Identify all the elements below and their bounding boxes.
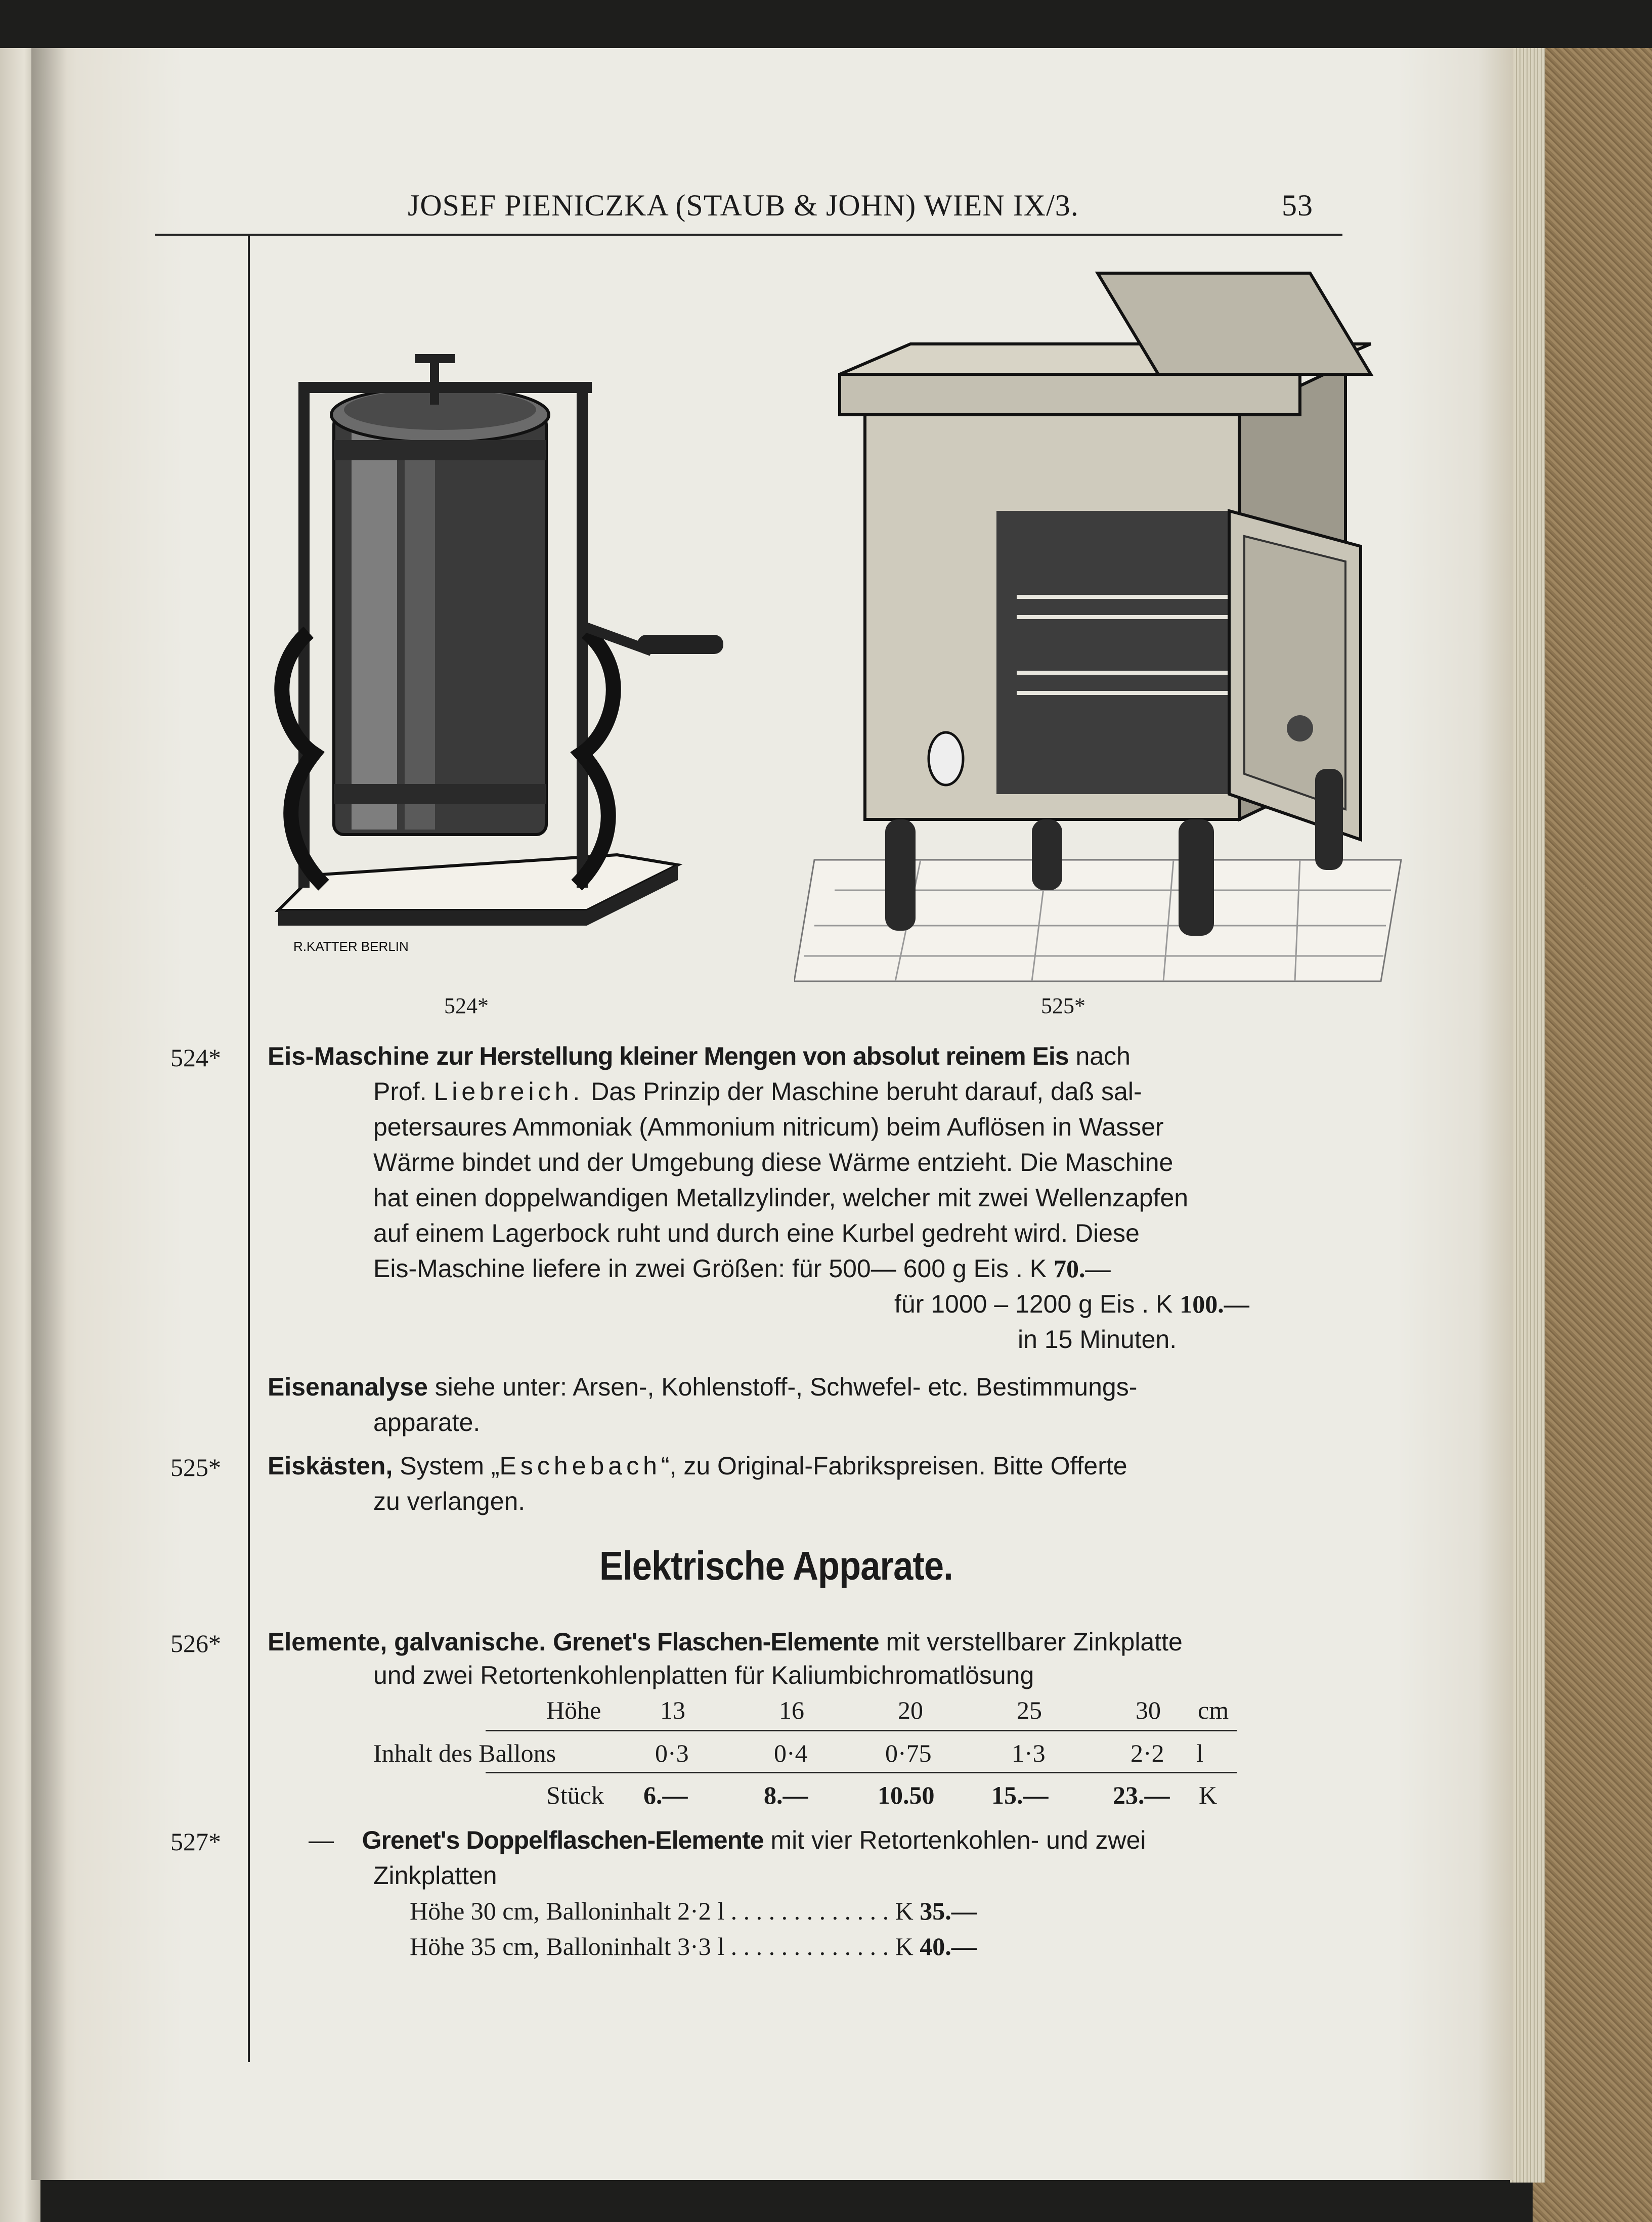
- table-cell: 16: [779, 1696, 804, 1724]
- entry-524-line4: Wärme bindet und der Umgebung diese Wärme entzieht. Die Maschine: [373, 1148, 1173, 1177]
- table-price: 23.—: [1113, 1781, 1170, 1809]
- entry-527-option2: [410, 1930, 977, 1963]
- table-row3-label: Stück: [546, 1781, 604, 1809]
- table-rule: [486, 1772, 1237, 1773]
- header-rule: [155, 234, 1342, 236]
- caption-524: 524*: [444, 993, 489, 1018]
- table-rule: [486, 1730, 1237, 1731]
- table-price: 15.—: [991, 1781, 1049, 1809]
- table-row1-label: Höhe: [546, 1696, 601, 1724]
- gutter-shadow: [31, 48, 67, 2180]
- entry-524-line6: auf einem Lagerbock ruht und durch eine Kurbel gedreht wird. Diese: [373, 1219, 1140, 1247]
- item-number-524: 524*: [170, 1043, 221, 1072]
- entry-527-option1-text: Höhe 30 cm, Balloninhalt 2·2 l . . . . . . . . . . . . . K: [410, 1897, 914, 1925]
- eisenanalyse-title: Eisenanalyse: [268, 1373, 428, 1401]
- entry-527-option2-text: Höhe 35 cm, Balloninhalt 3·3 l . . . . . . . . . . . . . K: [410, 1932, 914, 1960]
- entry-525-line2: zu verlangen.: [373, 1487, 526, 1515]
- entry-524-title-rest: zur Herstellung kleiner Mengen von absolut reinem Eis: [436, 1042, 1069, 1070]
- entry-527-sub: Grenet's Doppelflaschen-Elemente: [362, 1826, 764, 1854]
- entry-524-size1: Eis-Maschine liefere in zwei Größen: für 500— 600 g Eis . K: [373, 1254, 1047, 1283]
- table-cell: 20: [898, 1696, 923, 1724]
- table-unit: cm: [1198, 1696, 1229, 1724]
- section-title: Elektrische Apparate.: [599, 1543, 953, 1588]
- page-number: 53: [1282, 189, 1313, 222]
- entry-524-liebreich: Liebreich.: [433, 1077, 584, 1106]
- entry-eisenanalyse-line1: [268, 1371, 1345, 1403]
- table-cell: 0·4: [774, 1739, 808, 1767]
- item-number-526: 526*: [170, 1629, 221, 1658]
- entry-527-option1: [410, 1895, 977, 1927]
- entry-527-option2-price: 40.—: [920, 1932, 977, 1960]
- table-cell: 2·2: [1131, 1739, 1164, 1767]
- table-cell: 0·75: [885, 1739, 932, 1767]
- entry-526-rest: mit verstellbarer Zinkplatte: [886, 1628, 1183, 1656]
- entry-527-line2: Zinkplatten: [373, 1861, 497, 1890]
- entry-527-rest: mit vier Retortenkohlen- und zwei: [770, 1826, 1146, 1854]
- page-edges: [1510, 48, 1545, 2183]
- table-cell: 13: [660, 1696, 685, 1724]
- entry-524-line3: petersaures Ammoniak (Ammonium nitricum) beim Auflösen in Wasser: [373, 1113, 1164, 1141]
- table-price: 10.50: [878, 1781, 935, 1809]
- table-price: 6.—: [643, 1781, 688, 1809]
- entry-524-price1: 70.—: [1054, 1254, 1111, 1283]
- entry-524-line1: [268, 1040, 1345, 1072]
- table-row2-label: Inhalt des Ballons: [373, 1739, 556, 1767]
- caption-525: 525*: [1041, 993, 1085, 1018]
- eisenanalyse-line2: apparate.: [373, 1408, 481, 1436]
- entry-524-line7: [373, 1252, 1111, 1285]
- entry-524-line9: in 15 Minuten.: [1018, 1325, 1177, 1354]
- entry-524-after-title: nach: [1075, 1042, 1131, 1070]
- table-cell: 0·3: [655, 1739, 689, 1767]
- entry-524-line8: [894, 1288, 1249, 1320]
- entry-525-name: Eschebach: [499, 1452, 661, 1480]
- table-cell: 30: [1136, 1696, 1161, 1724]
- ice-machine-illustration: [263, 349, 804, 986]
- table-price: 8.—: [764, 1781, 808, 1809]
- table-unit: l: [1196, 1739, 1203, 1767]
- entry-524-line5: hat einen doppelwandigen Metallzylinder, welcher mit zwei Wellenzapfen: [373, 1184, 1189, 1212]
- entry-526-line2: und zwei Retortenkohlenplatten für Kaliumbichromatlösung: [373, 1661, 1034, 1689]
- entry-525-line1: [268, 1450, 1345, 1482]
- table-cell: 25: [1017, 1696, 1042, 1724]
- entry-527-line1: [309, 1824, 1386, 1856]
- entry-524-prof: Prof.: [373, 1077, 427, 1106]
- entry-527-option1-price: 35.—: [920, 1897, 977, 1925]
- ice-box-illustration: [794, 263, 1421, 986]
- entry-525-pre: System „: [400, 1452, 500, 1480]
- entry-525-title: Eiskästen,: [268, 1452, 393, 1480]
- entry-526-sub: Grenet's Flaschen-Elemente: [553, 1628, 879, 1656]
- entry-524-line2: [373, 1075, 1142, 1108]
- item-number-527: 527*: [170, 1827, 221, 1856]
- eisenanalyse-rest: siehe unter: Arsen-, Kohlenstoff-, Schwefel- etc. Bestimmungs-: [434, 1373, 1138, 1401]
- margin-rule: [248, 234, 250, 2062]
- entry-526-title: Elemente, galvanische.: [268, 1628, 546, 1656]
- entry-524-title: Eis-Maschine: [268, 1042, 429, 1070]
- entry-526-line1: [268, 1626, 1345, 1658]
- item-number-525: 525*: [170, 1453, 221, 1482]
- page-header-publisher: JOSEF PIENICZKA (STAUB & JOHN) WIEN IX/3.: [408, 189, 1079, 222]
- table-cell: 1·3: [1012, 1739, 1046, 1767]
- entry-524-line2-rest: Das Prinzip der Maschine beruht darauf, daß sal-: [591, 1077, 1142, 1106]
- entry-527-dash: —: [309, 1826, 334, 1854]
- book-cover-cloth: [1533, 48, 1652, 2222]
- entry-524-price2: 100.—: [1180, 1290, 1249, 1318]
- table-unit: K: [1199, 1781, 1218, 1809]
- entry-524-size2: für 1000 – 1200 g Eis . K: [894, 1290, 1173, 1318]
- engraver-mark: R.KATTER BERLIN: [293, 939, 409, 954]
- entry-525-post: “, zu Original-Fabrikspreisen. Bitte Offerte: [661, 1452, 1127, 1480]
